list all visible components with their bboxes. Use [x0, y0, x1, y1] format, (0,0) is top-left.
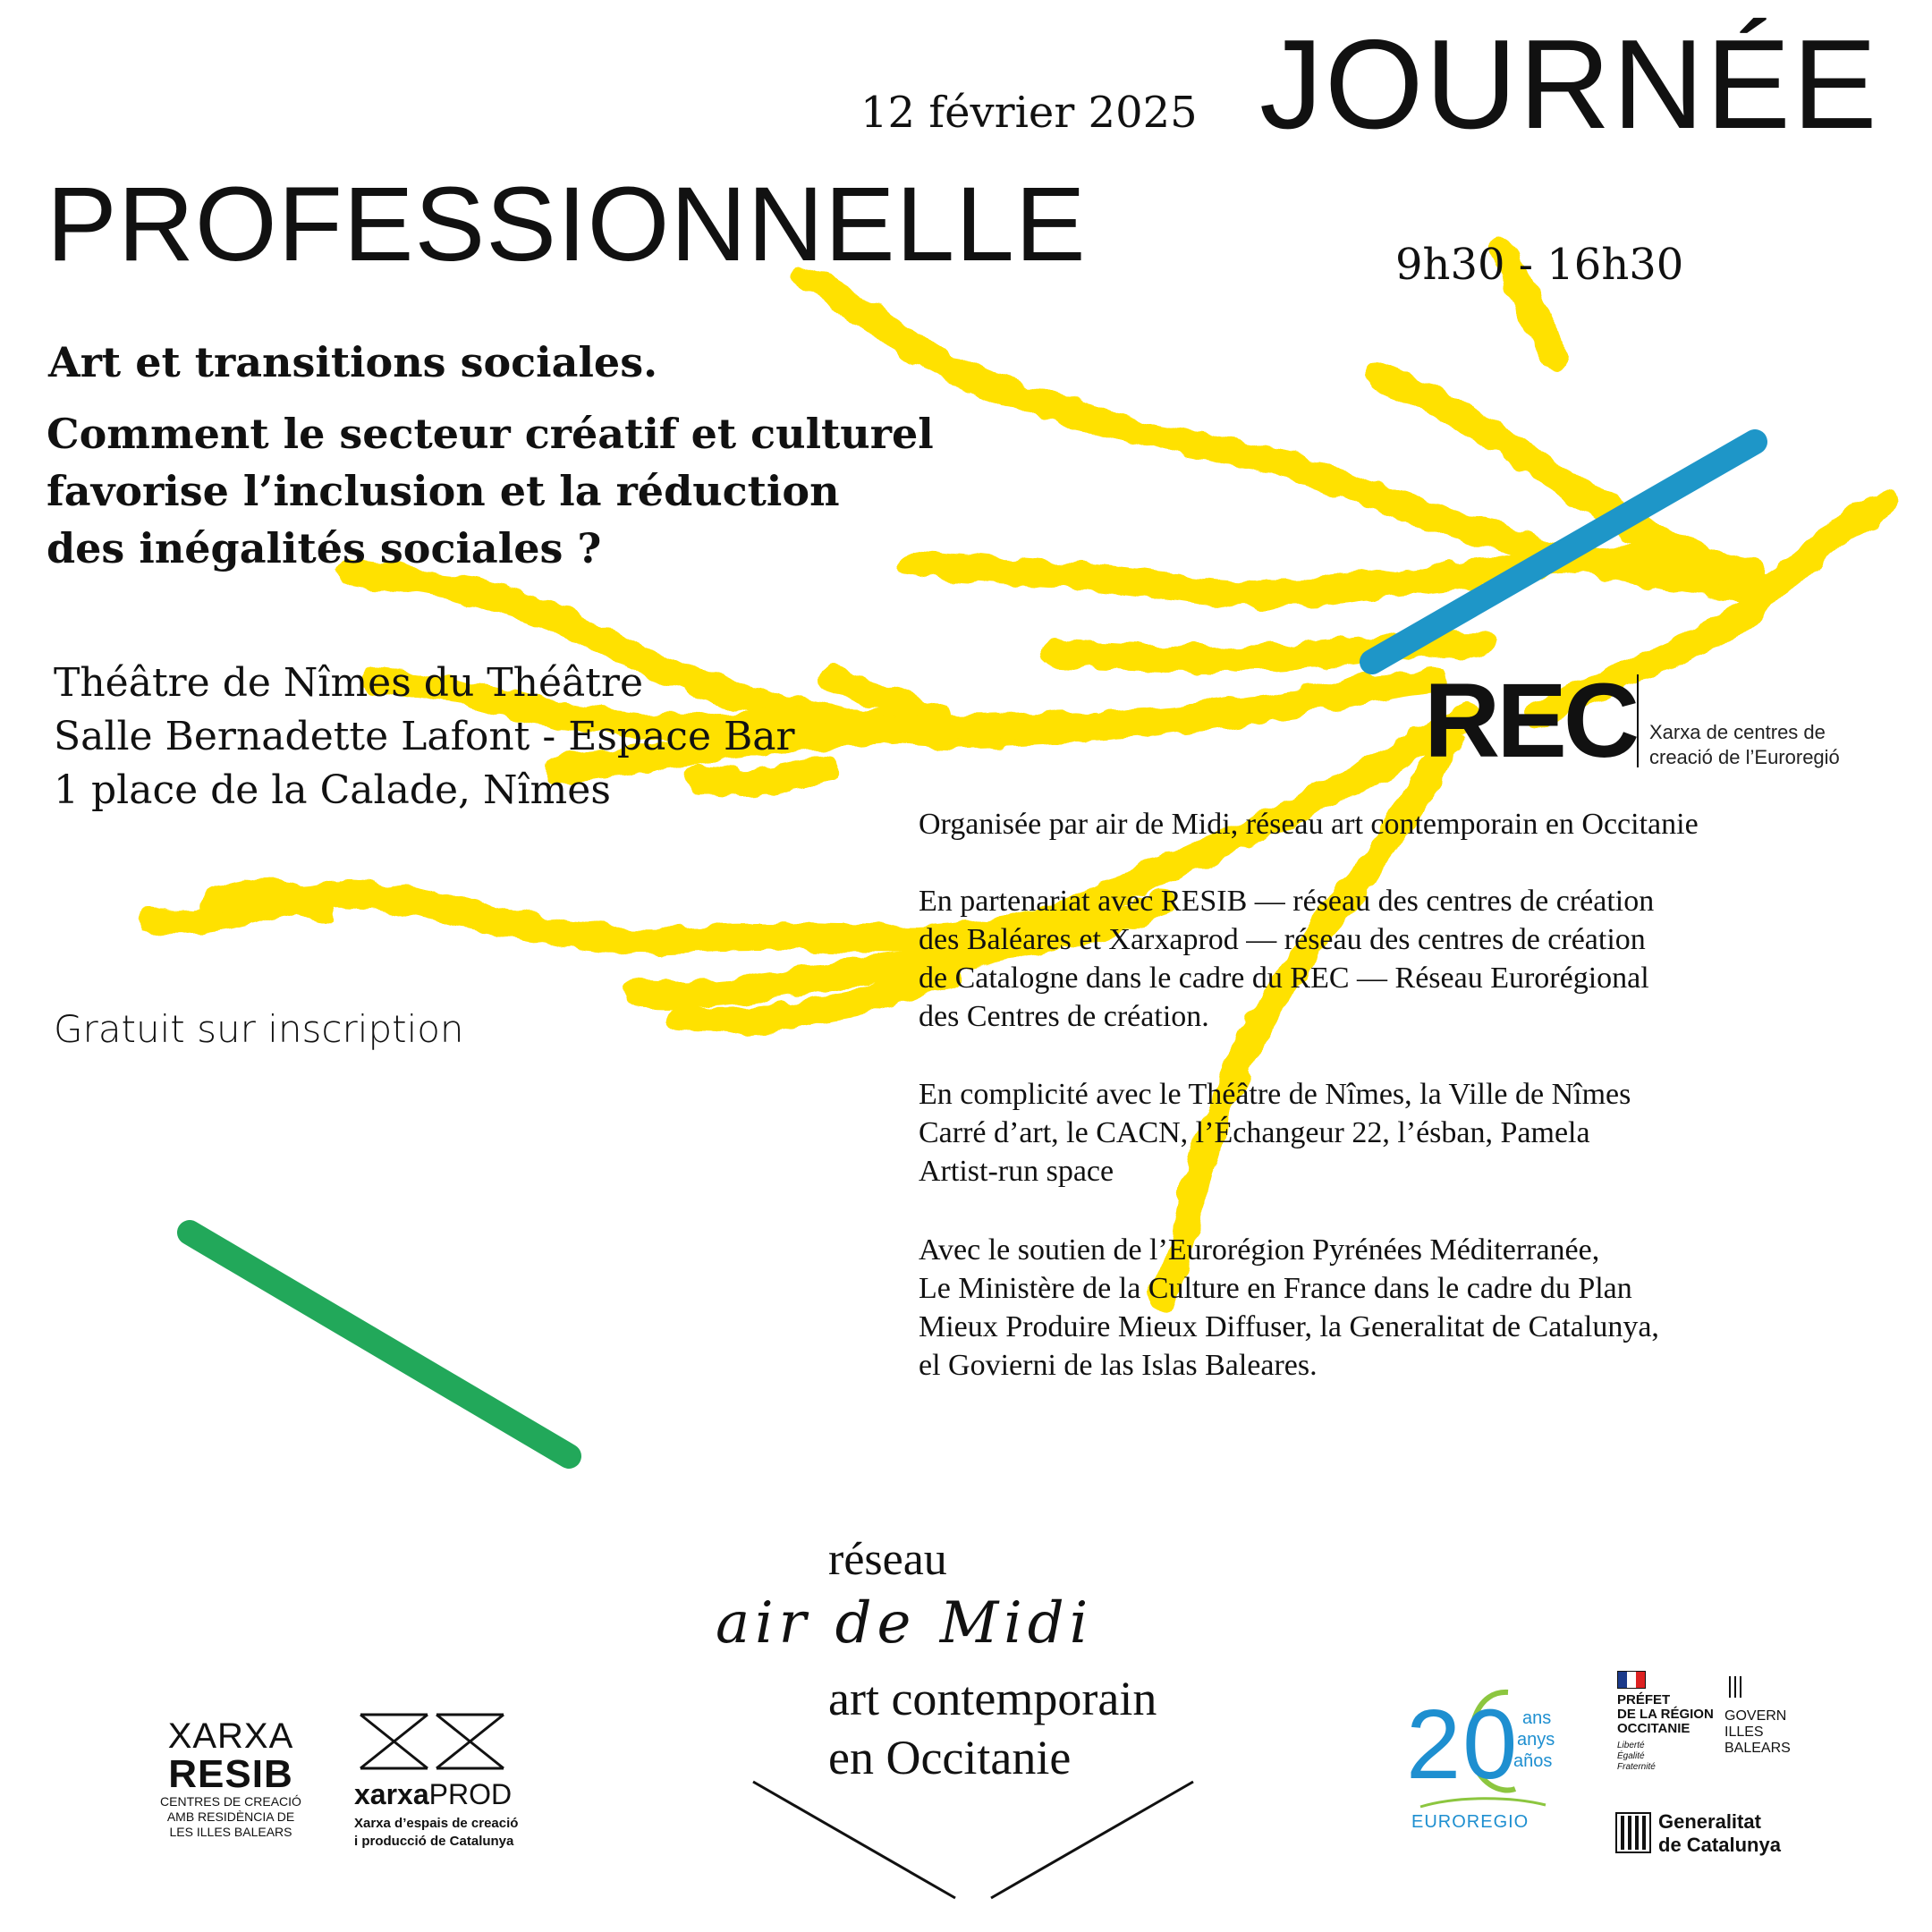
event-hours: 9h30 - 16h30	[1395, 240, 1684, 290]
venue-line-3: 1 place de la Calade, Nîmes	[54, 767, 611, 813]
xarxaprod-sub-2: i producció de Catalunya	[354, 1834, 514, 1849]
title-line-1: JOURNÉE	[1259, 13, 1879, 156]
euroregio-anos: años	[1513, 1751, 1553, 1771]
theme-question-2: favorise l’inclusion et la réduction	[47, 467, 840, 515]
partnership-line: des Centres de création.	[919, 1000, 1209, 1033]
event-date: 12 février 2025	[860, 88, 1198, 138]
coat-of-arms-icon	[1726, 1674, 1748, 1701]
govern-line-3: BALEARS	[1724, 1741, 1791, 1756]
rec-mark: REC	[1424, 662, 1637, 780]
complicity-block	[919, 1075, 1631, 1191]
support-line: el Govierni de las Islas Baleares.	[919, 1349, 1318, 1382]
rec-caption-1: Xarxa de centres de	[1649, 721, 1826, 743]
euroregio-logo	[1402, 1682, 1572, 1834]
euroregio-anys: anys	[1517, 1730, 1555, 1750]
admission-note: Gratuit sur inscription	[54, 1007, 464, 1051]
theme-question-3: des inégalités sociales ?	[47, 524, 602, 572]
xarxa-resib-logo	[150, 1717, 311, 1852]
xarxaprod-logo	[354, 1710, 569, 1853]
partnership-block	[919, 882, 1654, 1036]
title-line-2: PROFESSIONNELLE	[47, 165, 1087, 284]
theme-question-1: Comment le secteur créatif et culturel	[47, 410, 934, 458]
air-de-midi-script: air de Midi	[716, 1590, 1094, 1657]
govern-line-2: ILLES	[1724, 1724, 1764, 1740]
govern-line-1: GOVERN	[1724, 1708, 1787, 1724]
partnership-line: des Baléares et Xarxaprod — réseau des centres de création	[919, 923, 1646, 956]
prefet-line-2: DE LA RÉGION	[1617, 1707, 1714, 1722]
marianne-icon	[1617, 1671, 1646, 1689]
air-de-midi-line-1: art contemporain	[828, 1672, 1157, 1725]
support-line: Avec le soutien de l’Eurorégion Pyrénées Méditerranée,	[919, 1233, 1600, 1267]
generalitat-line-2: de Catalunya	[1658, 1834, 1781, 1856]
resib-sub-1: CENTRES DE CREACIÓ	[160, 1794, 301, 1809]
air-de-midi-line-2: en Occitanie	[828, 1731, 1072, 1784]
air-de-midi-logo	[716, 1521, 1270, 1905]
organized-by	[919, 805, 1699, 843]
govern-illes-balears-logo	[1724, 1674, 1823, 1764]
resib-line-1: XARXA	[167, 1716, 294, 1756]
xx-mark-icon	[356, 1710, 508, 1773]
prefet-motto-2: Égalité	[1617, 1751, 1645, 1761]
rec-logo	[1424, 662, 1871, 780]
rec-divider	[1637, 674, 1639, 767]
support-block	[919, 1231, 1659, 1385]
euroregio-ans: ans	[1522, 1708, 1552, 1728]
support-line: Le Ministère de la Culture en France dans le cadre du Plan	[919, 1272, 1632, 1305]
theme-heading: Art et transitions sociales.	[48, 338, 658, 386]
chevron-down-icon	[716, 1521, 1270, 1905]
prefet-motto-1: Liberté	[1617, 1741, 1645, 1750]
prefet-line-3: OCCITANIE	[1617, 1721, 1690, 1736]
euroregio-label: EUROREGIO	[1411, 1812, 1530, 1832]
partnership-line: de Catalogne dans le cadre du REC — Réseau Eurorégional	[919, 962, 1649, 995]
xarxaprod-bold: xarxa	[354, 1778, 429, 1810]
xarxaprod-light: PROD	[428, 1778, 513, 1810]
organized-by-text: Organisée par air de Midi, réseau art contemporain en Occitanie	[919, 808, 1699, 841]
green-stroke	[190, 1233, 569, 1456]
complicity-line: Carré d’art, le CACN, l’Échangeur 22, l’ésban, Pamela	[919, 1116, 1590, 1149]
partnership-line: En partenariat avec RESIB — réseau des centres de création	[919, 885, 1655, 918]
xarxaprod-sub-1: Xarxa d’espais de creació	[354, 1816, 519, 1831]
rec-caption-2: creació de l’Euroregió	[1649, 746, 1840, 768]
xarxaprod-name	[354, 1778, 512, 1811]
complicity-line: En complicité avec le Théâtre de Nîmes, la Ville de Nîmes	[919, 1078, 1631, 1111]
prefet-motto-3: Fraternité	[1617, 1762, 1656, 1772]
prefet-line-1: PRÉFET	[1617, 1692, 1671, 1707]
resib-sub-2: AMB RESIDÈNCIA DE	[166, 1809, 295, 1824]
support-line: Mieux Produire Mieux Diffuser, la Generalitat de Catalunya,	[919, 1310, 1659, 1343]
resib-line-2: RESIB	[168, 1752, 293, 1796]
euroregio-number: 20	[1406, 1690, 1520, 1800]
senyera-icon	[1615, 1812, 1651, 1853]
complicity-line: Artist-run space	[919, 1155, 1114, 1188]
resib-sub-3: LES ILLES BALEARS	[169, 1825, 292, 1839]
air-de-midi-top: réseau	[828, 1534, 947, 1585]
venue-line-1: Théâtre de Nîmes du Théâtre	[54, 660, 643, 706]
generalitat-line-1: Generalitat	[1658, 1810, 1761, 1833]
prefet-occitanie-logo	[1615, 1671, 1732, 1787]
generalitat-logo	[1615, 1810, 1830, 1864]
venue-line-2: Salle Bernadette Lafont - Espace Bar	[54, 714, 795, 759]
